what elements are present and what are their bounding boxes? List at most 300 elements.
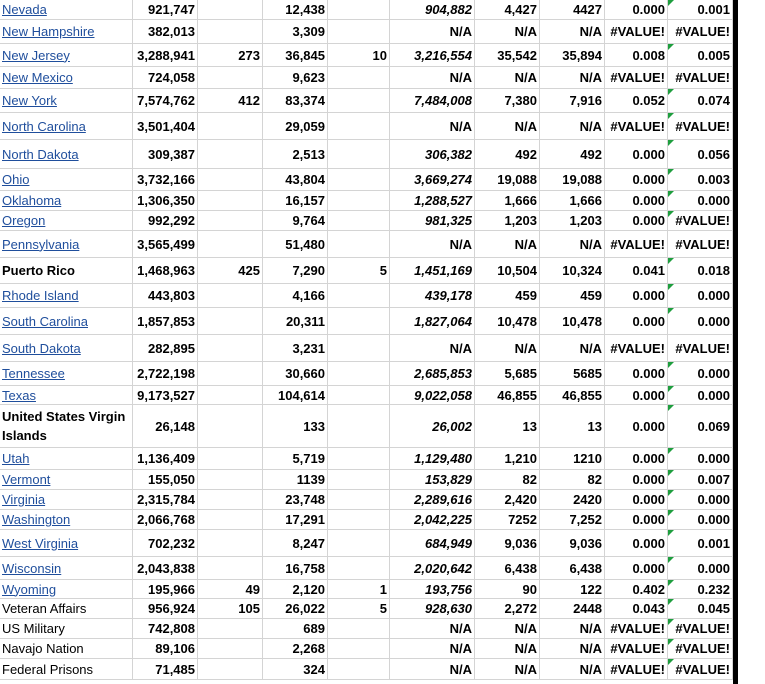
row-name-link[interactable]: New Jersey	[0, 44, 133, 66]
table-cell[interactable]: #VALUE!	[605, 113, 668, 139]
table-cell[interactable]: 2,289,616	[390, 490, 475, 509]
table-cell[interactable]	[198, 335, 263, 361]
table-cell[interactable]: 46,855	[475, 386, 540, 404]
table-cell[interactable]: 9,022,058	[390, 386, 475, 404]
table-cell[interactable]: 83,374	[263, 89, 328, 112]
table-cell[interactable]: N/A	[390, 20, 475, 43]
row-name-link[interactable]: Wisconsin	[0, 557, 133, 579]
table-cell[interactable]: 0.000	[668, 510, 733, 529]
error-indicator-icon	[668, 211, 674, 217]
table-cell[interactable]: N/A	[540, 659, 605, 679]
table-cell[interactable]: 1,129,480	[390, 448, 475, 469]
table-cell[interactable]	[198, 169, 263, 190]
table-cell[interactable]: 7,290	[263, 258, 328, 283]
table-cell[interactable]: 492	[540, 140, 605, 168]
table-cell[interactable]: 0.000	[605, 510, 668, 529]
table-cell[interactable]: N/A	[540, 619, 605, 638]
table-cell[interactable]: N/A	[390, 335, 475, 361]
table-cell[interactable]: 0.000	[605, 530, 668, 556]
table-cell[interactable]: 5,719	[263, 448, 328, 469]
table-cell[interactable]: #VALUE!	[605, 659, 668, 679]
table-cell[interactable]	[328, 405, 390, 447]
table-cell[interactable]: 155,050	[133, 470, 198, 489]
table-cell[interactable]: 10,324	[540, 258, 605, 283]
table-cell[interactable]: 71,485	[133, 659, 198, 679]
table-cell[interactable]: 1139	[263, 470, 328, 489]
table-cell[interactable]: 0.000	[605, 362, 668, 385]
table-cell[interactable]: 0.000	[605, 386, 668, 404]
table-cell[interactable]: 309,387	[133, 140, 198, 168]
table-cell[interactable]: 1,451,169	[390, 258, 475, 283]
table-cell[interactable]: 992,292	[133, 211, 198, 230]
row-name-link[interactable]: North Carolina	[0, 113, 133, 139]
table-cell[interactable]: 0.056	[668, 140, 733, 168]
table-cell[interactable]: 5	[328, 258, 390, 283]
table-cell[interactable]: 412	[198, 89, 263, 112]
table-cell[interactable]	[198, 67, 263, 88]
table-cell[interactable]: N/A	[390, 231, 475, 257]
table-cell[interactable]: N/A	[475, 659, 540, 679]
window-edge-divider	[733, 0, 738, 684]
table-cell[interactable]: 16,758	[263, 557, 328, 579]
table-cell[interactable]: 35,894	[540, 44, 605, 66]
table-cell[interactable]: 195,966	[133, 580, 198, 598]
table-cell[interactable]: 26,002	[390, 405, 475, 447]
table-cell[interactable]: 29,059	[263, 113, 328, 139]
table-cell[interactable]: 1,136,409	[133, 448, 198, 469]
error-indicator-icon	[668, 530, 674, 536]
table-cell[interactable]: N/A	[475, 335, 540, 361]
table-cell[interactable]: 7,380	[475, 89, 540, 112]
table-cell[interactable]	[198, 386, 263, 404]
table-row	[0, 335, 733, 362]
table-cell[interactable]: 10,478	[540, 308, 605, 334]
table-cell[interactable]: #VALUE!	[605, 335, 668, 361]
table-cell[interactable]	[328, 386, 390, 404]
row-name-link[interactable]: New Mexico	[0, 67, 133, 88]
table-cell[interactable]: 1,857,853	[133, 308, 198, 334]
table-cell[interactable]: 49	[198, 580, 263, 598]
table-cell[interactable]	[328, 448, 390, 469]
row-name-link[interactable]: Oklahoma	[0, 191, 133, 210]
table-cell[interactable]: 1	[328, 580, 390, 598]
table-cell[interactable]: 0.000	[668, 557, 733, 579]
table-cell[interactable]: 19,088	[540, 169, 605, 190]
table-cell[interactable]: #VALUE!	[605, 619, 668, 638]
table-cell[interactable]: 3,732,166	[133, 169, 198, 190]
table-cell[interactable]: 20,311	[263, 308, 328, 334]
table-cell[interactable]	[198, 140, 263, 168]
table-cell[interactable]: 2,315,784	[133, 490, 198, 509]
table-cell[interactable]: 0.000	[605, 140, 668, 168]
table-cell[interactable]: 0.003	[668, 169, 733, 190]
table-cell[interactable]	[198, 405, 263, 447]
table-cell[interactable]: 0.000	[605, 211, 668, 230]
table-cell[interactable]: 0.000	[605, 308, 668, 334]
table-cell[interactable]: 1,203	[540, 211, 605, 230]
table-cell[interactable]: 0.000	[605, 191, 668, 210]
table-cell[interactable]: 4427	[540, 0, 605, 19]
table-cell[interactable]: 439,178	[390, 284, 475, 307]
table-cell[interactable]	[328, 639, 390, 658]
table-cell[interactable]	[328, 169, 390, 190]
table-cell[interactable]: 0.000	[668, 362, 733, 385]
table-cell[interactable]: 90	[475, 580, 540, 598]
table-cell[interactable]: 684,949	[390, 530, 475, 556]
table-cell[interactable]: 51,480	[263, 231, 328, 257]
table-cell[interactable]: 0.000	[605, 405, 668, 447]
table-cell[interactable]	[198, 211, 263, 230]
table-cell[interactable]	[198, 113, 263, 139]
table-cell[interactable]: 2,685,853	[390, 362, 475, 385]
row-name-link[interactable]: Utah	[0, 448, 133, 469]
table-cell[interactable]: 0.000	[668, 490, 733, 509]
table-cell[interactable]: 12,438	[263, 0, 328, 19]
table-cell[interactable]: 904,882	[390, 0, 475, 19]
table-cell[interactable]	[198, 284, 263, 307]
row-name-link[interactable]: Virginia	[0, 490, 133, 509]
table-cell[interactable]: #VALUE!	[668, 67, 733, 88]
row-name-link[interactable]: New Hampshire	[0, 20, 133, 43]
table-cell[interactable]: 6,438	[475, 557, 540, 579]
table-cell[interactable]	[198, 0, 263, 19]
table-cell[interactable]: 1,666	[540, 191, 605, 210]
table-cell[interactable]: 0.000	[605, 557, 668, 579]
error-indicator-icon	[668, 258, 674, 264]
row-name-link[interactable]: Nevada	[0, 0, 133, 19]
table-cell[interactable]	[198, 448, 263, 469]
table-cell[interactable]: 459	[475, 284, 540, 307]
error-indicator-icon	[668, 470, 674, 476]
table-cell[interactable]: 7,574,762	[133, 89, 198, 112]
table-cell[interactable]: 30,660	[263, 362, 328, 385]
table-cell[interactable]: 7,916	[540, 89, 605, 112]
table-cell[interactable]: 443,803	[133, 284, 198, 307]
table-cell[interactable]: 928,630	[390, 599, 475, 618]
table-cell[interactable]: 382,013	[133, 20, 198, 43]
table-cell[interactable]: 0.000	[605, 470, 668, 489]
table-cell[interactable]: 17,291	[263, 510, 328, 529]
table-cell[interactable]	[328, 140, 390, 168]
table-row	[0, 113, 733, 140]
table-cell[interactable]: 9,623	[263, 67, 328, 88]
table-cell[interactable]: 1,288,527	[390, 191, 475, 210]
table-cell[interactable]: 2,420	[475, 490, 540, 509]
table-cell[interactable]: 10,504	[475, 258, 540, 283]
table-cell[interactable]: 1,210	[475, 448, 540, 469]
table-cell[interactable]: 1,468,963	[133, 258, 198, 283]
table-cell[interactable]: 104,614	[263, 386, 328, 404]
table-cell[interactable]: 0.045	[668, 599, 733, 618]
table-cell[interactable]: 82	[475, 470, 540, 489]
table-cell[interactable]	[198, 191, 263, 210]
table-cell[interactable]: 19,088	[475, 169, 540, 190]
table-cell[interactable]: 35,542	[475, 44, 540, 66]
table-cell[interactable]: 3,565,499	[133, 231, 198, 257]
table-cell[interactable]	[328, 308, 390, 334]
table-cell[interactable]: #VALUE!	[668, 639, 733, 658]
table-cell[interactable]: #VALUE!	[668, 20, 733, 43]
table-cell[interactable]: 324	[263, 659, 328, 679]
table-cell[interactable]	[198, 619, 263, 638]
row-name-link[interactable]: Pennsylvania	[0, 231, 133, 257]
table-cell[interactable]: 0.000	[668, 191, 733, 210]
table-cell[interactable]: 0.018	[668, 258, 733, 283]
table-cell[interactable]: 492	[475, 140, 540, 168]
table-cell[interactable]: 0.074	[668, 89, 733, 112]
table-cell[interactable]: 5,685	[475, 362, 540, 385]
table-cell[interactable]: 23,748	[263, 490, 328, 509]
table-cell[interactable]: 0.232	[668, 580, 733, 598]
table-cell[interactable]: 3,216,554	[390, 44, 475, 66]
table-cell[interactable]: 4,166	[263, 284, 328, 307]
table-cell[interactable]: 0.000	[605, 284, 668, 307]
table-cell[interactable]: 3,309	[263, 20, 328, 43]
table-cell[interactable]: 6,438	[540, 557, 605, 579]
error-indicator-icon	[668, 140, 674, 146]
table-cell[interactable]: 1,203	[475, 211, 540, 230]
table-cell[interactable]	[328, 211, 390, 230]
table-cell[interactable]: N/A	[540, 20, 605, 43]
table-cell[interactable]	[328, 470, 390, 489]
table-cell[interactable]: N/A	[540, 231, 605, 257]
table-cell[interactable]	[198, 490, 263, 509]
table-cell[interactable]	[328, 659, 390, 679]
table-cell[interactable]: 724,058	[133, 67, 198, 88]
row-name-link[interactable]: Ohio	[0, 169, 133, 190]
table-cell[interactable]: 8,247	[263, 530, 328, 556]
table-cell[interactable]: 2,513	[263, 140, 328, 168]
row-name-link[interactable]: Vermont	[0, 470, 133, 489]
table-cell[interactable]: 306,382	[390, 140, 475, 168]
row-name-link[interactable]: South Dakota	[0, 335, 133, 361]
table-cell[interactable]: #VALUE!	[605, 67, 668, 88]
table-cell[interactable]: 122	[540, 580, 605, 598]
table-cell[interactable]: N/A	[390, 113, 475, 139]
table-cell[interactable]: 1210	[540, 448, 605, 469]
table-cell[interactable]: 981,325	[390, 211, 475, 230]
table-cell[interactable]: 4,427	[475, 0, 540, 19]
row-name-link[interactable]: Washington	[0, 510, 133, 529]
table-cell[interactable]: 2,722,198	[133, 362, 198, 385]
table-cell[interactable]: 5685	[540, 362, 605, 385]
table-row	[0, 231, 733, 258]
table-cell[interactable]: 10	[328, 44, 390, 66]
table-cell[interactable]: #VALUE!	[668, 211, 733, 230]
table-cell[interactable]: 13	[475, 405, 540, 447]
table-cell[interactable]: N/A	[540, 67, 605, 88]
table-cell[interactable]: 273	[198, 44, 263, 66]
table-cell[interactable]: N/A	[540, 335, 605, 361]
table-cell[interactable]: 2,020,642	[390, 557, 475, 579]
table-cell[interactable]: #VALUE!	[668, 231, 733, 257]
row-name-link[interactable]: New York	[0, 89, 133, 112]
table-cell[interactable]: #VALUE!	[668, 659, 733, 679]
table-cell[interactable]	[198, 308, 263, 334]
row-name: Navajo Nation	[0, 639, 133, 658]
table-cell[interactable]	[328, 20, 390, 43]
table-cell[interactable]: 3,501,404	[133, 113, 198, 139]
table-cell[interactable]: 43,804	[263, 169, 328, 190]
table-cell[interactable]: 282,895	[133, 335, 198, 361]
table-cell[interactable]: 46,855	[540, 386, 605, 404]
table-cell[interactable]: 7,484,008	[390, 89, 475, 112]
table-cell[interactable]: 36,845	[263, 44, 328, 66]
table-cell[interactable]	[328, 510, 390, 529]
table-cell[interactable]: 0.000	[605, 448, 668, 469]
table-cell[interactable]: #VALUE!	[668, 335, 733, 361]
table-cell[interactable]: 702,232	[133, 530, 198, 556]
table-cell[interactable]: 13	[540, 405, 605, 447]
table-cell[interactable]	[328, 231, 390, 257]
table-cell[interactable]: 133	[263, 405, 328, 447]
table-row	[0, 386, 733, 405]
table-cell[interactable]: 742,808	[133, 619, 198, 638]
table-cell[interactable]: 921,747	[133, 0, 198, 19]
table-cell[interactable]	[198, 659, 263, 679]
table-cell[interactable]: 0.069	[668, 405, 733, 447]
table-cell[interactable]: 2,042,225	[390, 510, 475, 529]
table-cell[interactable]	[198, 510, 263, 529]
table-cell[interactable]: 9,036	[540, 530, 605, 556]
table-cell[interactable]	[328, 0, 390, 19]
table-cell[interactable]: 0.000	[668, 308, 733, 334]
table-cell[interactable]: 0.001	[668, 530, 733, 556]
table-cell[interactable]	[198, 20, 263, 43]
row-name-link[interactable]: Texas	[0, 386, 133, 404]
table-cell[interactable]: N/A	[475, 20, 540, 43]
table-cell[interactable]: 153,829	[390, 470, 475, 489]
table-cell[interactable]: N/A	[540, 639, 605, 658]
table-cell[interactable]	[328, 67, 390, 88]
row-name-link[interactable]: Tennessee	[0, 362, 133, 385]
table-cell[interactable]: #VALUE!	[605, 20, 668, 43]
table-cell[interactable]: 10,478	[475, 308, 540, 334]
table-cell[interactable]: 0.005	[668, 44, 733, 66]
table-cell[interactable]: 105	[198, 599, 263, 618]
table-cell[interactable]: N/A	[540, 113, 605, 139]
table-cell[interactable]: 26,148	[133, 405, 198, 447]
table-row	[0, 362, 733, 386]
table-row	[0, 470, 733, 490]
table-cell[interactable]: 1,827,064	[390, 308, 475, 334]
row-name-link[interactable]: South Carolina	[0, 308, 133, 334]
table-cell[interactable]: 0.043	[605, 599, 668, 618]
table-cell[interactable]: N/A	[475, 231, 540, 257]
table-cell[interactable]: N/A	[475, 619, 540, 638]
table-cell[interactable]: 9,173,527	[133, 386, 198, 404]
table-cell[interactable]: 2,268	[263, 639, 328, 658]
table-cell[interactable]: 1,306,350	[133, 191, 198, 210]
row-name-link[interactable]: Rhode Island	[0, 284, 133, 307]
table-cell[interactable]: N/A	[475, 639, 540, 658]
table-cell[interactable]: #VALUE!	[605, 231, 668, 257]
table-cell[interactable]: 0.000	[605, 490, 668, 509]
table-cell[interactable]: 9,036	[475, 530, 540, 556]
table-cell[interactable]	[328, 113, 390, 139]
table-cell[interactable]: 3,669,274	[390, 169, 475, 190]
table-cell[interactable]: 0.000	[668, 386, 733, 404]
table-cell[interactable]: 26,022	[263, 599, 328, 618]
row-name-link[interactable]: Oregon	[0, 211, 133, 230]
table-cell[interactable]	[328, 490, 390, 509]
table-cell[interactable]: N/A	[390, 67, 475, 88]
table-cell[interactable]: 2,120	[263, 580, 328, 598]
table-cell[interactable]: 7,252	[540, 510, 605, 529]
table-cell[interactable]: N/A	[475, 113, 540, 139]
table-cell[interactable]	[198, 557, 263, 579]
table-row	[0, 89, 733, 113]
table-cell[interactable]	[328, 284, 390, 307]
table-cell[interactable]	[328, 335, 390, 361]
table-cell[interactable]: 2,066,768	[133, 510, 198, 529]
table-cell[interactable]	[328, 89, 390, 112]
table-cell[interactable]: 9,764	[263, 211, 328, 230]
table-cell[interactable]: 3,231	[263, 335, 328, 361]
table-cell[interactable]: 459	[540, 284, 605, 307]
table-cell[interactable]: N/A	[475, 67, 540, 88]
table-cell[interactable]: N/A	[390, 639, 475, 658]
table-cell[interactable]	[328, 619, 390, 638]
table-cell[interactable]: 2,272	[475, 599, 540, 618]
table-cell[interactable]	[328, 530, 390, 556]
table-cell[interactable]: 689	[263, 619, 328, 638]
row-name-link[interactable]: North Dakota	[0, 140, 133, 168]
table-cell[interactable]: #VALUE!	[668, 113, 733, 139]
table-cell[interactable]: #VALUE!	[668, 619, 733, 638]
table-cell[interactable]	[198, 530, 263, 556]
table-cell[interactable]: 0.000	[605, 169, 668, 190]
table-cell[interactable]	[198, 470, 263, 489]
table-cell[interactable]: 0.008	[605, 44, 668, 66]
table-cell[interactable]: #VALUE!	[605, 639, 668, 658]
table-cell[interactable]	[328, 362, 390, 385]
table-cell[interactable]: 0.000	[668, 448, 733, 469]
table-cell[interactable]: 7252	[475, 510, 540, 529]
table-cell[interactable]: 425	[198, 258, 263, 283]
table-cell[interactable]: 1,666	[475, 191, 540, 210]
table-cell[interactable]: 0.001	[668, 0, 733, 19]
table-cell[interactable]	[198, 639, 263, 658]
table-cell[interactable]	[198, 362, 263, 385]
row-name-link[interactable]: West Virginia	[0, 530, 133, 556]
table-cell[interactable]: 0.402	[605, 580, 668, 598]
table-cell[interactable]: N/A	[390, 619, 475, 638]
table-cell[interactable]: 3,288,941	[133, 44, 198, 66]
table-cell[interactable]: 0.007	[668, 470, 733, 489]
error-indicator-icon	[668, 0, 674, 6]
table-cell[interactable]: N/A	[390, 659, 475, 679]
table-cell[interactable]: 193,756	[390, 580, 475, 598]
table-cell[interactable]: 0.000	[605, 0, 668, 19]
table-cell[interactable]: 82	[540, 470, 605, 489]
row-name-link[interactable]: Wyoming	[0, 580, 133, 598]
table-cell[interactable]: 956,924	[133, 599, 198, 618]
row-name: US Military	[0, 619, 133, 638]
table-cell[interactable]: 89,106	[133, 639, 198, 658]
table-cell[interactable]	[198, 231, 263, 257]
table-cell[interactable]	[328, 191, 390, 210]
table-cell[interactable]: 0.052	[605, 89, 668, 112]
table-cell[interactable]: 16,157	[263, 191, 328, 210]
table-cell[interactable]: 5	[328, 599, 390, 618]
table-cell[interactable]: 2,043,838	[133, 557, 198, 579]
table-cell[interactable]	[328, 557, 390, 579]
table-cell[interactable]: 0.000	[668, 284, 733, 307]
table-cell[interactable]: 2448	[540, 599, 605, 618]
table-cell[interactable]: 0.041	[605, 258, 668, 283]
table-cell[interactable]: 2420	[540, 490, 605, 509]
